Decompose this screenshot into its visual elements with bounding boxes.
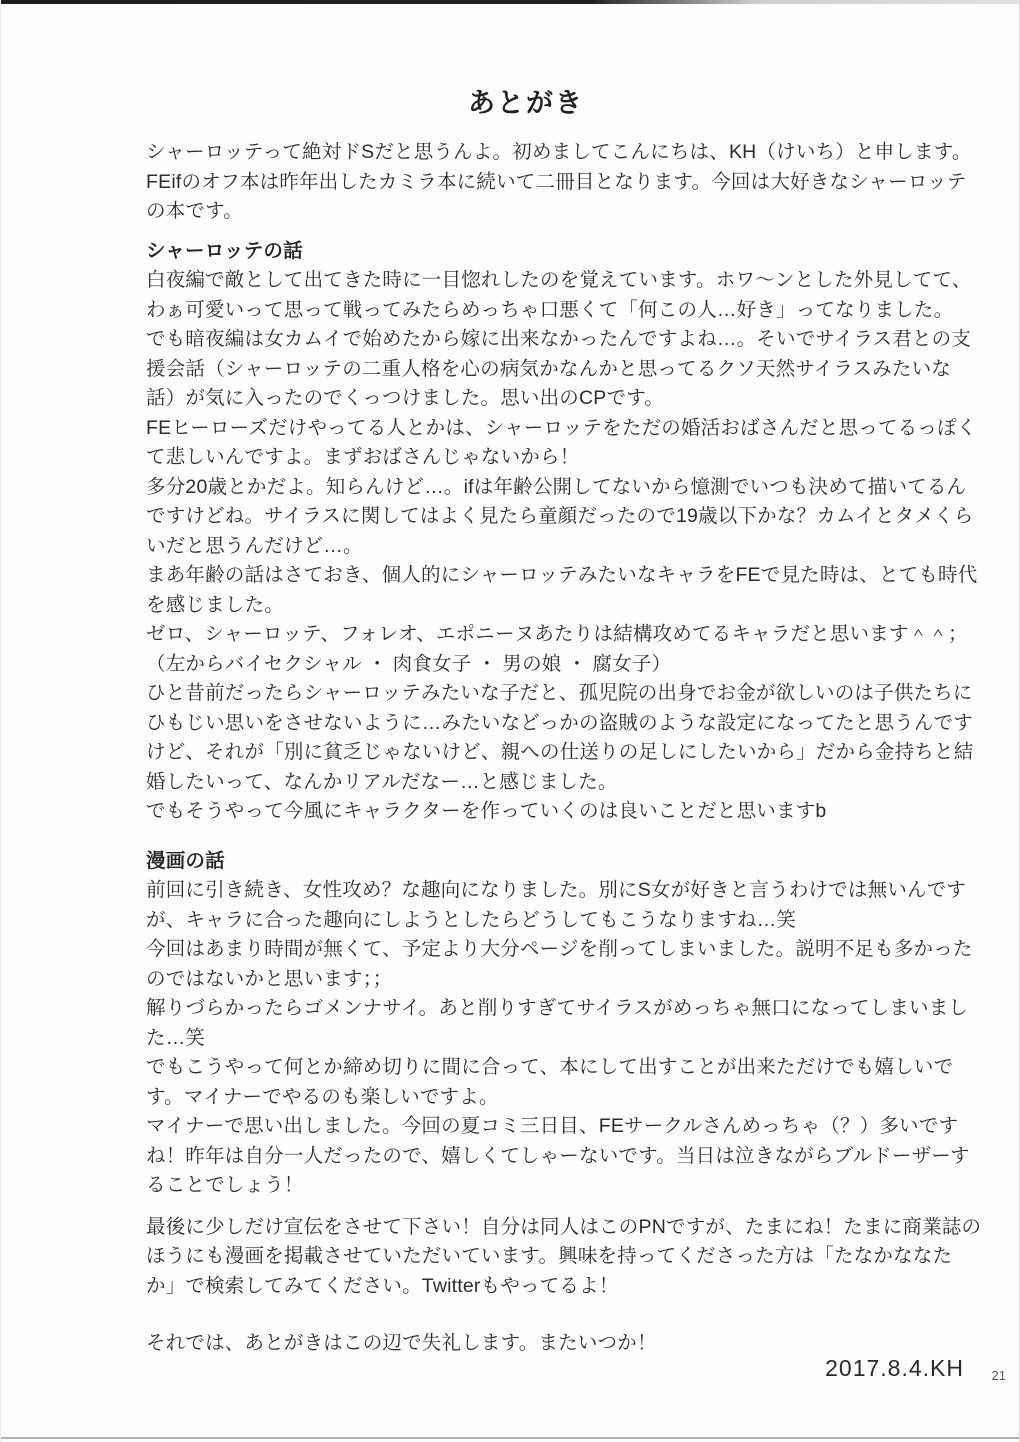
body-text-line: それでは、あとがきはこの辺で失礼します。またいつか！ bbox=[146, 1332, 657, 1354]
body-text-line: けど、それが「別に貧乏じゃないけど、親への仕送りの足しにしたいから」だから金持ちと結 bbox=[146, 741, 974, 763]
body-text-line: FEifのオフ本は昨年出したカミラ本に続いて二冊目となります。今回は大好きなシャーロッテ bbox=[146, 170, 967, 193]
body-text-line: シャーロッテって絶対ドSだと思うんよ。初めましてこんにちは、KH（けいち）と申します。 bbox=[146, 141, 972, 163]
body-text-line: か」で検索してみてください。Twitterもやってるよ！ bbox=[146, 1274, 619, 1297]
body-text-line: （左からバイセクシャル ・ 肉食女子 ・ 男の娘 ・ 腐女子） bbox=[146, 652, 672, 675]
body-text-line: た…笑 bbox=[146, 1026, 206, 1049]
section-heading: 漫画の話 bbox=[146, 849, 225, 872]
body-text-line: ですけどね。サイラスに関してはよく見たら童顔だったので19歳以下かな？カムイとタメくら bbox=[146, 505, 974, 527]
body-text-line: 話）が気に入ったのでくっつけました。思い出のCPです。 bbox=[146, 387, 665, 409]
body-text-line: 白夜編で敵として出てきた時に一目惚れしたのを覚えています。ホワ〜ンとした外見してて、 bbox=[146, 269, 972, 291]
body-text-line: ゼロ、シャーロッテ、フォレオ、エポニーヌあたりは結構攻めてるキャラだと思います＾＾； bbox=[146, 623, 968, 645]
body-text-line: まあ年齢の話はさておき、個人的にシャーロッテみたいなキャラをFEで見た時は、とても時代 bbox=[146, 564, 978, 586]
top-edge-scan-line bbox=[1, 0, 1019, 4]
body-text-line: のではないかと思います；； bbox=[146, 967, 393, 990]
body-text-line: を感じました。 bbox=[146, 593, 284, 616]
body-text-line: でもそうやって今風にキャラクターを作っていくのは良いことだと思いますb bbox=[146, 800, 827, 822]
body-text-line: ひと昔前だったらシャーロッテみたいな子だと、孤児院の出身でお金が欲しいのは子供たちに bbox=[146, 682, 973, 704]
body-text-line: す。マイナーでやるのも楽しいですよ。 bbox=[146, 1085, 499, 1108]
body-text-line: ひもじい思いをさせないように…みたいなどっかの盗賊のような設定になってたと思うんです bbox=[146, 711, 974, 734]
body-text-line: て悲しいんですよ。まずおばさんじゃないから！ bbox=[146, 446, 580, 468]
paragraph bbox=[146, 876, 973, 1201]
paragraph bbox=[146, 266, 978, 827]
body-text-line: 多分20歳とかだよ。知らんけど…。ifは年齢公開してないから憶測でいつも決めて描いてるん bbox=[146, 475, 967, 498]
paragraph bbox=[146, 138, 972, 227]
body-text-line: 解りづらかったらゴメンナサイ。あと削りすぎてサイラスがめっちゃ無口になってしまいまし bbox=[146, 997, 969, 1019]
signature-date: 2017.8.4.KH bbox=[825, 1354, 964, 1381]
page-number: 21 bbox=[991, 1368, 1006, 1383]
body-text-line: ね！昨年は自分一人だったので、嬉しくてしゃーないです。当日は泣きながらブルドーザーす bbox=[146, 1144, 970, 1167]
body-text-line: でもこうやって何とか締め切りに間に合って、本にして出すことが出来ただけでも嬉しいで bbox=[146, 1056, 954, 1078]
page-title: あとがき bbox=[468, 88, 584, 118]
body-text-line: 前回に引き続き、女性攻め？な趣向になりました。別にS女が好きと言うわけでは無いんです bbox=[146, 879, 967, 901]
section-heading: シャーロッテの話 bbox=[146, 239, 303, 262]
body-text-line: が、キャラに合った趣向にしようとしたらどうしてもこうなりますね…笑 bbox=[146, 908, 797, 931]
body-text-line: 援会話（シャーロッテの二重人格を心の病気かなんかと思ってるクソ天然サイラスみたいな bbox=[146, 357, 951, 380]
body-text-line: 婚したいって、なんかリアルだなー…と感じました。 bbox=[146, 770, 618, 793]
body-text-line: いだと思うんだけど…。 bbox=[146, 534, 363, 557]
body-text-line: 今回はあまり時間が無くて、予定より大分ページを削ってしまいました。説明不足も多かった bbox=[146, 938, 973, 960]
body-text-line: でも暗夜編は女カムイで始めたから嫁に出来なかったんですよね…。そいでサイラス君との支 bbox=[146, 328, 972, 350]
paragraph bbox=[146, 1213, 982, 1302]
body-text-line: 最後に少しだけ宣伝をさせて下さい！自分は同人はこのPNですが、たまにね！たまに商業誌の bbox=[146, 1215, 982, 1238]
body-text-line: マイナーで思い出しました。今回の夏コミ三日目、FEサークルさんめっちゃ（？）多いです bbox=[146, 1115, 959, 1137]
body-text-line: わぁ可愛いって思って戦ってみたらめっちゃ口悪くて「何この人…好き」ってなりました。 bbox=[146, 298, 954, 321]
body-text-line: ほうにも漫画を掲載させていただいています。興味を持ってくださった方は「たなかななた bbox=[146, 1245, 953, 1267]
body-text-line: の本です。 bbox=[146, 200, 243, 222]
body-text-line: FEヒーローズだけやってる人とかは、シャーロッテをただの婚活おばさんだと思ってるっぽく bbox=[146, 416, 977, 439]
bottom-edge-scan-line bbox=[1, 1437, 1019, 1439]
body-text-line: ることでしょう！ bbox=[146, 1174, 304, 1196]
afterword-content bbox=[146, 138, 982, 1359]
